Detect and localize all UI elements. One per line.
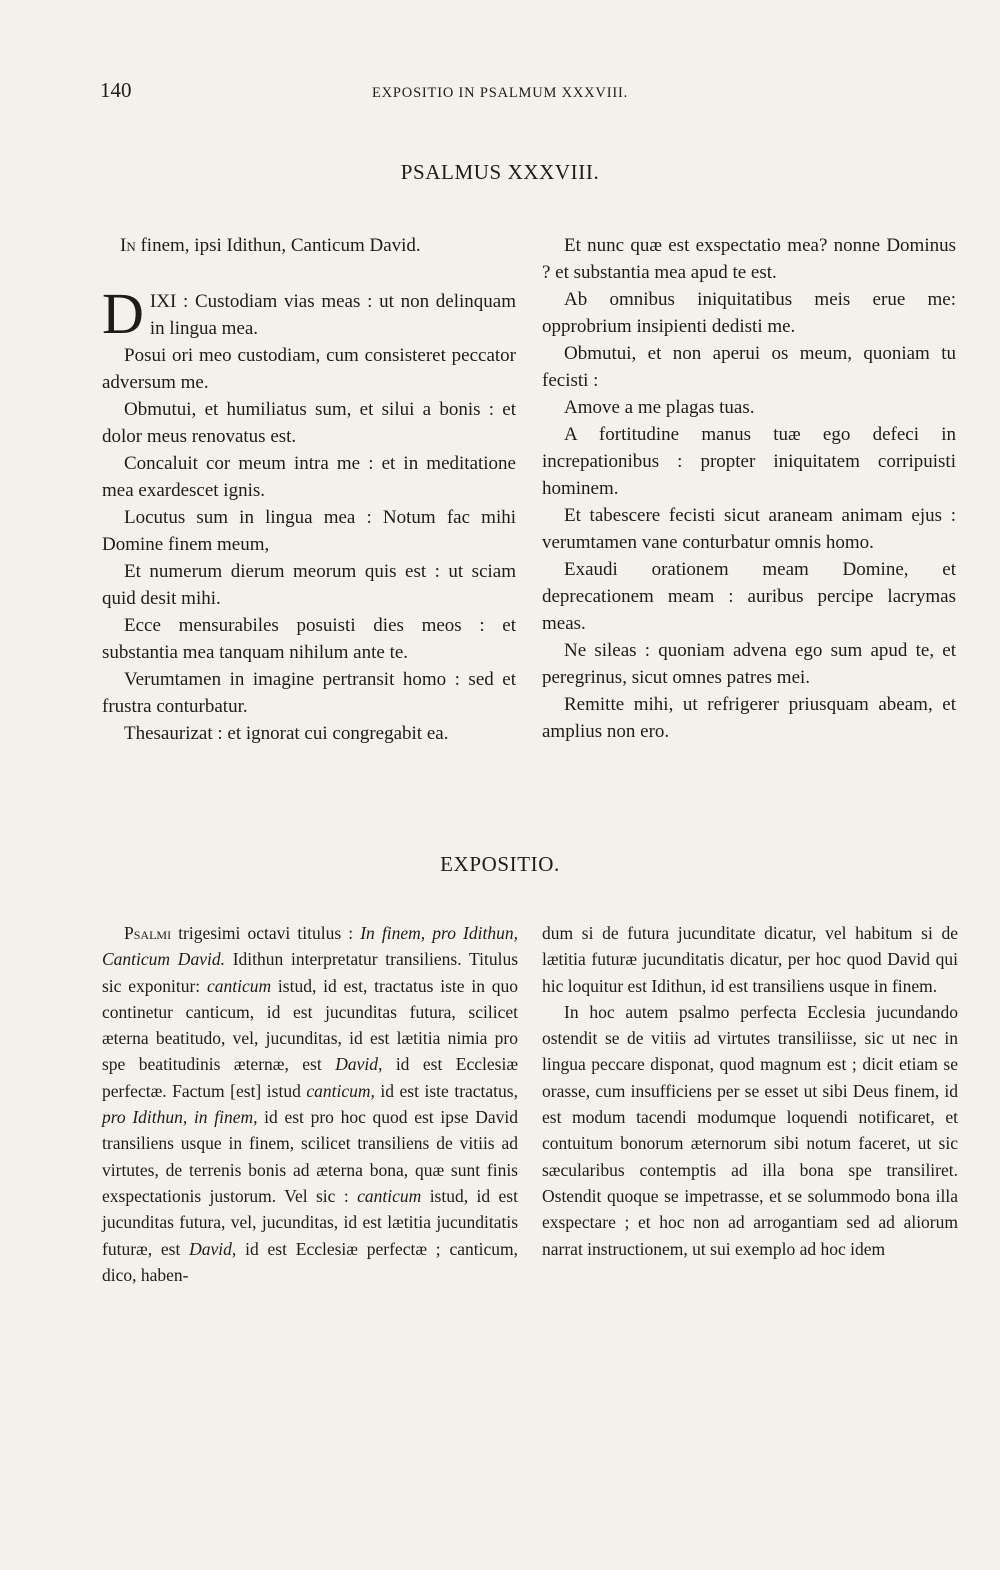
verse: Ab omnibus iniquitatibus meis erue me: opprobrium insipienti dedisti me.	[542, 289, 956, 337]
verse: A fortitudine manus tuæ ego defeci in increpationibus : propter iniquitatem corripuisti hominem.	[542, 424, 956, 499]
verse: Amove a me plagas tuas.	[564, 397, 755, 418]
verse: Obmutui, et humiliatus sum, et silui a bonis : et dolor meus renovatus est.	[102, 399, 516, 447]
text-run: id est Ecclesiæ perfectæ ; canticum, dico, haben-	[102, 1238, 518, 1285]
intro-rest: finem, ipsi Idithun, Canticum David.	[135, 235, 421, 256]
verse: Et numerum dierum meorum quis est : ut sciam quid desit mihi.	[102, 561, 516, 609]
text-run: id est pro hoc quod est ipse David transiliens usque in finem, scilicet transiliens de vitiis ad virtutes, de terrenis bonis ad æterna bona, quæ sunt finis exspectationis justorum. Vel sic :	[102, 1107, 518, 1206]
text-run: id est Ecclesiæ perfectæ. Factum [est] istud	[102, 1054, 518, 1101]
psalm-title: PSALMUS XXXVIII.	[400, 160, 600, 184]
psalm-intro	[102, 232, 516, 259]
italic-run: David,	[189, 1238, 237, 1259]
verse: Ecce mensurabiles posuisti dies meos : et substantia mea tanquam nihilum ante te.	[102, 615, 516, 663]
psalm-right-column	[542, 232, 956, 745]
page-number: 140	[100, 78, 132, 102]
italic-run: In finem, pro Idithun, Canticum David.	[102, 923, 518, 970]
expositio-paragraph: In hoc autem psalmo perfecta Ecclesia jucundando ostendit se de vitiis ad virtutes transiliisse, sic ut nec in lingua peccare disponat, quod magnum est ; dicit etiam se orasse, cum insufficiens per se esset ut sibi Deus finem, id est modum tacendi modumque loquendi notificaret, et contuitum bonorum æternorum sibi notum faceret, ut sic sæcularibus contemptis ad illa bona spe transiliret. Ostendit quoque se impetrasse, et se solummodo bona illa exspectare ; et hoc non ad arrogantiam sed ad aliorum narrat instructionem, ut sui exemplo ad hoc idem	[542, 1001, 958, 1259]
text-run: Idithun interpretatur transiliens. Titulus sic exponitur:	[102, 949, 519, 996]
psalm-left-column	[102, 232, 516, 747]
verse: Concaluit cor meum intra me : et in meditatione mea exardescet ignis.	[102, 453, 516, 501]
expositio-title: EXPOSITIO.	[440, 852, 560, 876]
text-run: istud, id est, tractatus iste in quo continetur canticum, id est jucunditas futura, scilicet æterna beatitudo, vel, jucunditas, id est lætitia nimia pro spe beatitudinis æternæ, est	[102, 975, 518, 1075]
italic-run: canticum	[206, 975, 272, 996]
verse: Et nunc quæ est exspectatio mea? nonne Dominus ? et substantia mea apud te est.	[542, 235, 956, 283]
italic-run: David,	[335, 1054, 383, 1075]
italic-run: canticum,	[306, 1080, 375, 1101]
text-run: id est iste tractatus,	[374, 1080, 518, 1101]
expositio-left-column	[102, 920, 518, 1288]
drop-cap: D	[102, 281, 144, 346]
page-header	[100, 78, 960, 100]
verse: Verumtamen in imagine pertransit homo : sed et frustra conturbatur.	[102, 669, 516, 717]
intro-small-caps: In	[120, 235, 136, 256]
verse: Locutus sum in lingua mea : Notum fac mihi Domine finem meum,	[102, 507, 516, 555]
verse: Posui ori meo custodiam, cum consisteret peccator adversum me.	[102, 345, 516, 393]
expositio-right-column	[542, 920, 958, 1262]
italic-run: canticum	[357, 1185, 422, 1206]
verse: Exaudi orationem meam Domine, et deprecationem meam : auribus percipe lacrymas meas.	[542, 559, 956, 634]
running-title: EXPOSITIO IN PSALMUM XXXVIII.	[372, 85, 628, 101]
verse-dixi	[102, 281, 516, 346]
verse: Remitte mihi, ut refrigerer priusquam abeam, et amplius non ero.	[542, 694, 956, 742]
italic-run: pro Idithun, in finem,	[102, 1107, 258, 1128]
expositio-paragraph-continued: dum si de futura jucunditate dicatur, vel habitum si de lætitia futuræ jucunditatis dicatur, per hoc quod David qui hic loquitur est Idithun, id est transiliens usque in finem.	[542, 923, 958, 996]
text-run: trigesimi octavi titulus :	[171, 923, 361, 943]
verse: Obmutui, et non aperui os meum, quoniam tu fecisti :	[542, 343, 956, 391]
text-run: istud, id est jucunditas futura, vel, jucunditas, id est lætitia jucunditatis futuræ, est	[102, 1185, 518, 1259]
verse: Et tabescere fecisti sicut araneam animam ejus : verumtamen vane conturbatur omnis homo.	[542, 505, 956, 553]
psalmi-small-caps: Psalmi	[124, 923, 172, 943]
dixi-text: IXI : Custodiam vias meas : ut non delinquam in lingua mea.	[149, 291, 516, 339]
verse: Thesaurizat : et ignorat cui congregabit ea.	[124, 723, 449, 744]
verse: Ne sileas : quoniam advena ego sum apud te, et peregrinus, sicut omnes patres mei.	[542, 640, 956, 688]
expositio-paragraph	[102, 920, 518, 1288]
